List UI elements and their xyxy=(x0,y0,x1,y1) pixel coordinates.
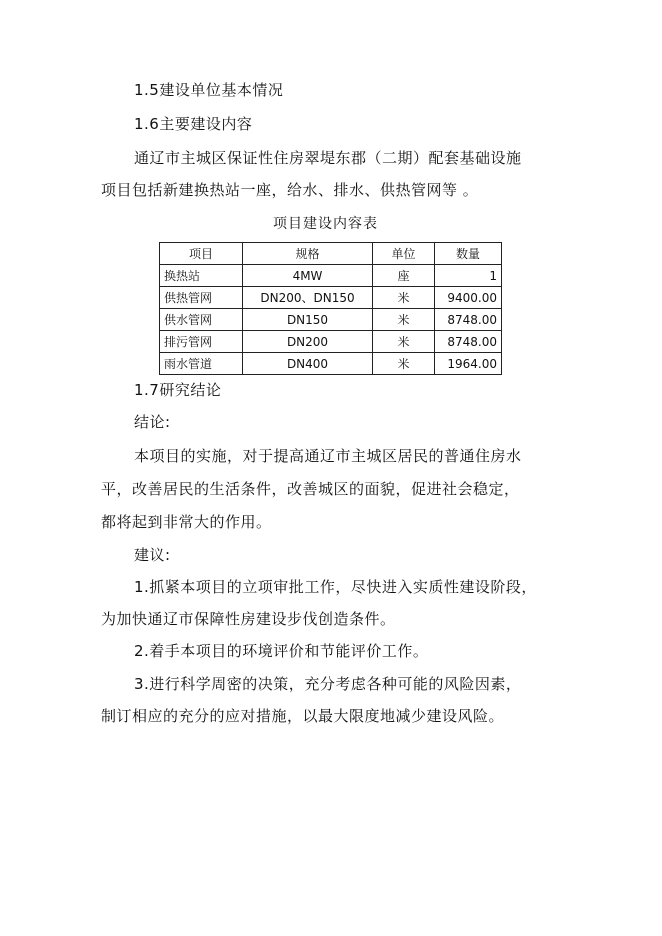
paragraph-line: 项目包括新建换热站一座，给水、排水、供热管网等 。 xyxy=(101,181,479,199)
table-cell-qty: 1 xyxy=(435,265,502,287)
paragraph-line: 平，改善居民的生活条件，改善城区的面貌，促进社会稳定， xyxy=(101,480,520,498)
table-cell-unit: 座 xyxy=(373,265,435,287)
table-header-cell: 数量 xyxy=(435,243,502,265)
table-cell-item: 换热站 xyxy=(160,265,243,287)
table-cell-spec: DN200、DN150 xyxy=(243,287,373,309)
heading-1-7: 1.7研究结论 xyxy=(134,381,222,399)
table-caption: 项目建设内容表 xyxy=(273,216,378,232)
table-cell-qty: 1964.00 xyxy=(435,353,502,375)
table-row xyxy=(160,309,502,331)
table-cell-item: 雨水管道 xyxy=(160,353,243,375)
suggestion-item: 1.抓紧本项目的立项审批工作，尽快进入实质性建设阶段， xyxy=(134,578,537,596)
table-header-cell: 规格 xyxy=(243,243,373,265)
table-header-cell: 单位 xyxy=(373,243,435,265)
table-cell-unit: 米 xyxy=(373,309,435,331)
table-cell-item: 排污管网 xyxy=(160,331,243,353)
paragraph-line: 为加快通辽市保障性房建设步伐创造条件。 xyxy=(101,610,396,628)
suggestion-item: 2.着手本项目的环境评价和节能评价工作。 xyxy=(134,642,429,660)
table-cell-spec: DN400 xyxy=(243,353,373,375)
table-row xyxy=(160,265,502,287)
suggestion-label: 建议: xyxy=(134,546,171,564)
table-cell-unit: 米 xyxy=(373,353,435,375)
table-cell-item: 供热管网 xyxy=(160,287,243,309)
paragraph-line: 制订相应的充分的应对措施，以最大限度地减少建设风险。 xyxy=(101,707,505,725)
heading-1-6: 1.6主要建设内容 xyxy=(134,115,253,133)
table-row xyxy=(160,287,502,309)
table-cell-unit: 米 xyxy=(373,331,435,353)
construction-content-table xyxy=(159,242,502,375)
paragraph-line: 通辽市主城区保证性住房翠堤东郡（二期）配套基础设施 xyxy=(134,149,522,167)
table-cell-spec: DN150 xyxy=(243,309,373,331)
paragraph-line: 都将起到非常大的作用。 xyxy=(101,513,272,531)
table-row xyxy=(160,331,502,353)
table-header-row xyxy=(160,243,502,265)
table-header-cell: 项目 xyxy=(160,243,243,265)
table-cell-item: 供水管网 xyxy=(160,309,243,331)
table-cell-unit: 米 xyxy=(373,287,435,309)
paragraph-line: 本项目的实施，对于提高通辽市主城区居民的普通住房水 xyxy=(134,447,522,465)
table-cell-qty: 8748.00 xyxy=(435,331,502,353)
table-row xyxy=(160,353,502,375)
table-cell-spec: 4MW xyxy=(243,265,373,287)
table-cell-spec: DN200 xyxy=(243,331,373,353)
table-cell-qty: 9400.00 xyxy=(435,287,502,309)
heading-1-5: 1.5建设单位基本情况 xyxy=(134,81,284,99)
conclusion-label: 结论: xyxy=(134,413,171,431)
table-cell-qty: 8748.00 xyxy=(435,309,502,331)
suggestion-item: 3.进行科学周密的决策，充分考虑各种可能的风险因素， xyxy=(134,675,522,693)
